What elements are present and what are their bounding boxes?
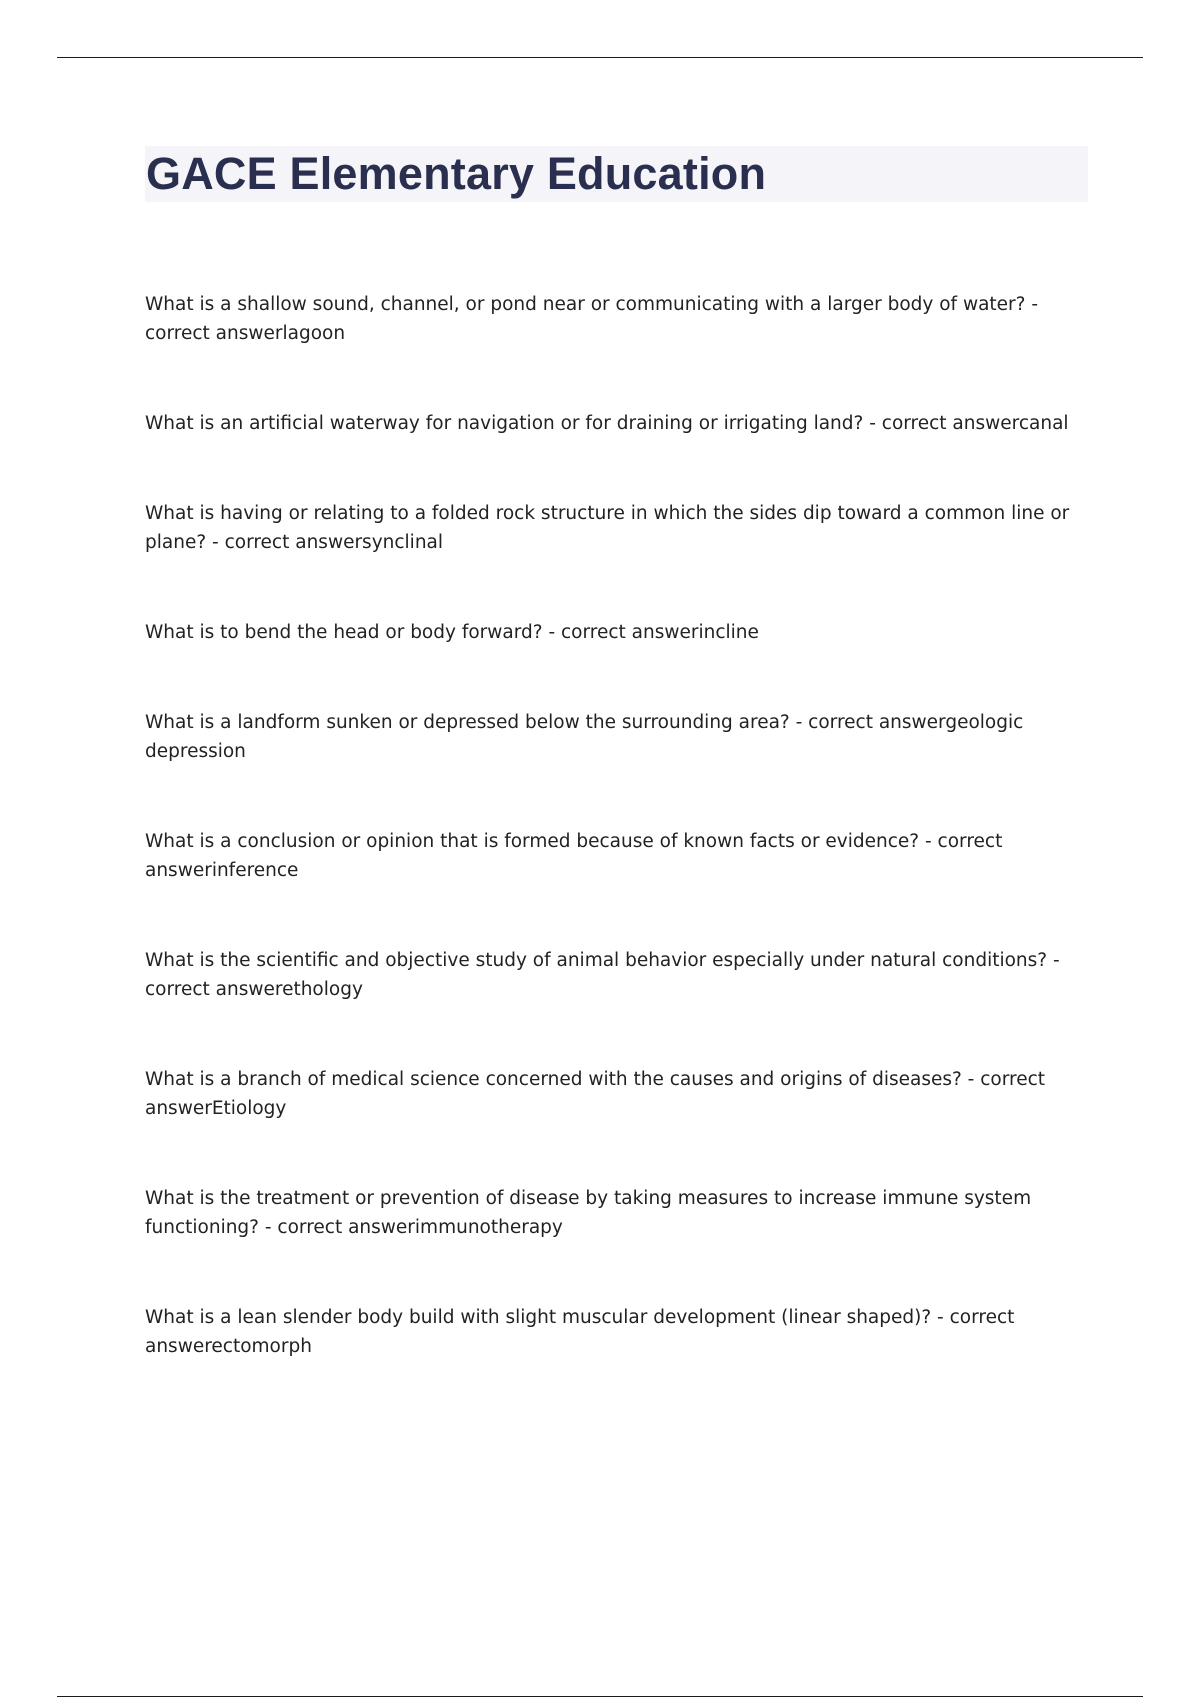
bottom-rule xyxy=(57,1696,1143,1697)
qa-item-7: What is the scientific and objective study of animal behavior especially under natural conditions? - correct answerethology xyxy=(145,950,1060,1000)
qa-item-9: What is the treatment or prevention of disease by taking measures to increase immune system functioning? - correct answerimmunotherapy xyxy=(145,1188,1032,1238)
page-title: GACE Elementary Education xyxy=(146,148,767,199)
qa-list xyxy=(145,290,1090,1361)
qa-item-3: What is having or relating to a folded rock structure in which the sides dip toward a common line or plane? - correct answersynclinal xyxy=(145,503,1070,553)
qa-item-6: What is a conclusion or opinion that is formed because of known facts or evidence? - correct answerinference xyxy=(145,831,1003,881)
qa-item-2: What is an artificial waterway for navigation or for draining or irrigating land? - correct answercanal xyxy=(145,413,1069,434)
qa-item-1: What is a shallow sound, channel, or pond near or communicating with a larger body of water? - correct answerlagoon xyxy=(145,294,1039,344)
qa-item-5: What is a landform sunken or depressed below the surrounding area? - correct answergeologic depression xyxy=(145,712,1024,762)
qa-item-4: What is to bend the head or body forward? - correct answerincline xyxy=(145,622,759,643)
qa-item-8: What is a branch of medical science concerned with the causes and origins of diseases? - correct answerEtiology xyxy=(145,1069,1046,1119)
qa-item-10: What is a lean slender body build with slight muscular development (linear shaped)? - correct answerectomorph xyxy=(145,1307,1015,1357)
top-rule xyxy=(57,57,1143,58)
